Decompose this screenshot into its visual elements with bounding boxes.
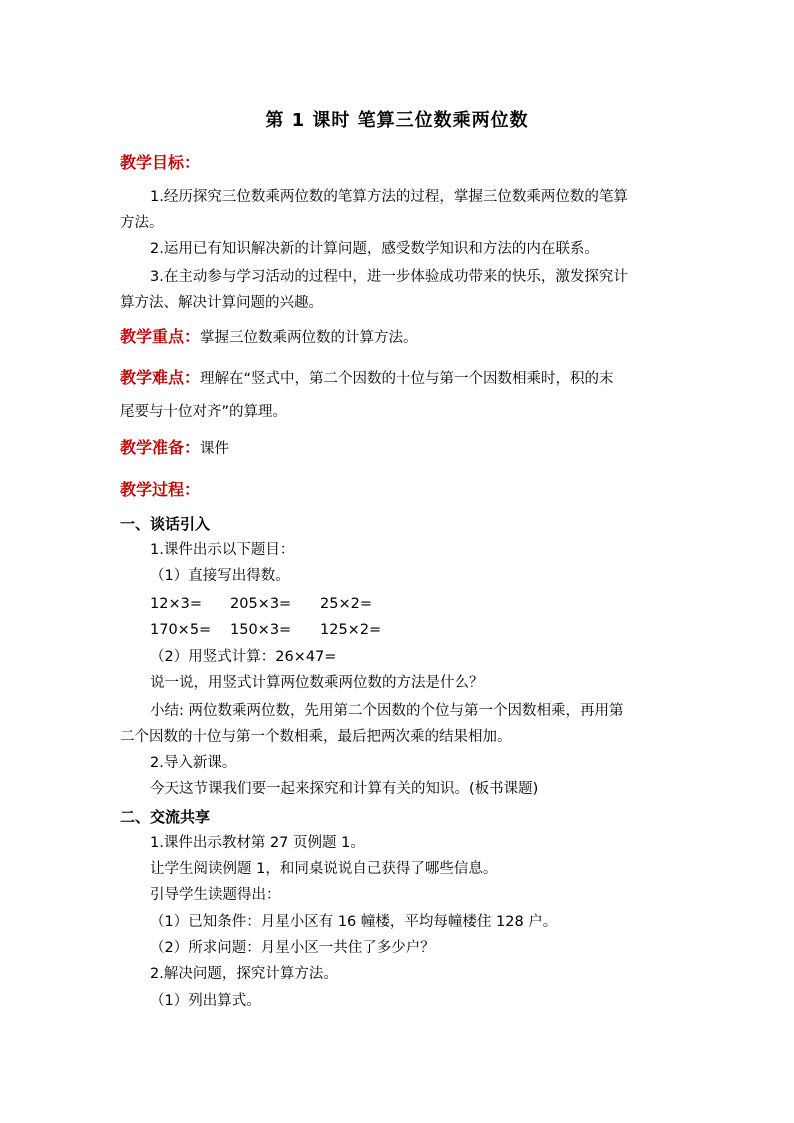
exercise-item: 150×3= <box>230 622 292 638</box>
exercise-item: 205×3= <box>230 596 292 612</box>
section1-line2: （1）直接写出得数。 <box>150 568 290 584</box>
section1-line5: 小结: 两位数乘两位数，先用第二个因数的个位与第一个因数相乘，再用第 <box>150 703 624 719</box>
exercise-item: 25×2= <box>320 596 372 612</box>
objective-3-line2: 算方法、解决计算问题的兴趣。 <box>120 295 323 311</box>
section1-line8: 今天这节课我们要一起来探究和计算有关的知识。(板书课题) <box>150 781 539 797</box>
section2-title: 二、交流共享 <box>120 808 211 826</box>
key-point-text: 掌握三位数乘两位数的计算方法。 <box>200 330 418 346</box>
section2-line4: （1）已知条件：月星小区有 16 幢楼，平均每幢楼住 128 户。 <box>150 914 558 930</box>
section2-line2: 让学生阅读例题 1，和同桌说说自己获得了哪些信息。 <box>150 861 498 877</box>
exercise-row-1 <box>150 596 372 612</box>
page-title: 第 1 课时 笔算三位数乘两位数 <box>265 110 529 131</box>
exercise-item: 12×3= <box>150 596 202 612</box>
section2-line3: 引导学生读题得出： <box>150 887 281 903</box>
section1-line7: 2.导入新课。 <box>150 755 237 771</box>
section1-line3: （2）用竖式计算：26×47= <box>150 649 337 665</box>
section1-line1: 1.课件出示以下题目： <box>150 542 295 558</box>
difficulty-text-line2: 尾要与十位对齐”的算理。 <box>120 404 288 420</box>
preparation-heading: 教学准备： <box>120 438 201 457</box>
exercise-row-2 <box>150 622 381 638</box>
section1-line4: 说一说，用竖式计算两位数乘两位数的方法是什么？ <box>150 675 484 691</box>
section2-line1: 1.课件出示教材第 27 页例题 1。 <box>150 835 365 851</box>
objectives-heading <box>120 150 200 173</box>
section1-title: 一、谈话引入 <box>120 515 211 533</box>
preparation-text: 课件 <box>200 441 230 457</box>
objective-1-line1: 1.经历探究三位数乘两位数的笔算方法的过程，掌握三位数乘两位数的笔算 <box>150 189 628 205</box>
objectives-heading-label: 教学目标： <box>120 153 201 172</box>
difficulty-text-line1: 理解在“竖式中，第二个因数的十位与第一个因数相乘时，积的末 <box>200 371 614 387</box>
difficulty-heading: 教学难点： <box>120 368 201 387</box>
exercise-item: 170×5= <box>150 622 212 638</box>
preparation <box>120 435 229 458</box>
objective-2: 2.运用已有知识解决新的计算问题，感受数学知识和方法的内在联系。 <box>150 241 599 257</box>
exercise-item: 125×2= <box>320 622 382 638</box>
difficulty <box>120 365 614 388</box>
section2-line6: 2.解决问题，探究计算方法。 <box>150 966 338 982</box>
section1-line6: 二个因数的十位与第一个数相乘，最后把两次乘的结果相加。 <box>120 729 512 745</box>
objective-1-line2: 方法。 <box>120 215 164 231</box>
section2-line7: （1）列出算式。 <box>150 993 261 1009</box>
key-point <box>120 324 418 347</box>
process-heading: 教学过程： <box>120 480 201 499</box>
objective-3-line1: 3.在主动参与学习活动的过程中，进一步体验成功带来的快乐，激发探究计 <box>150 269 628 285</box>
section2-line5: （2）所求问题：月星小区一共住了多少户？ <box>150 940 435 956</box>
key-point-heading: 教学重点： <box>120 327 201 346</box>
